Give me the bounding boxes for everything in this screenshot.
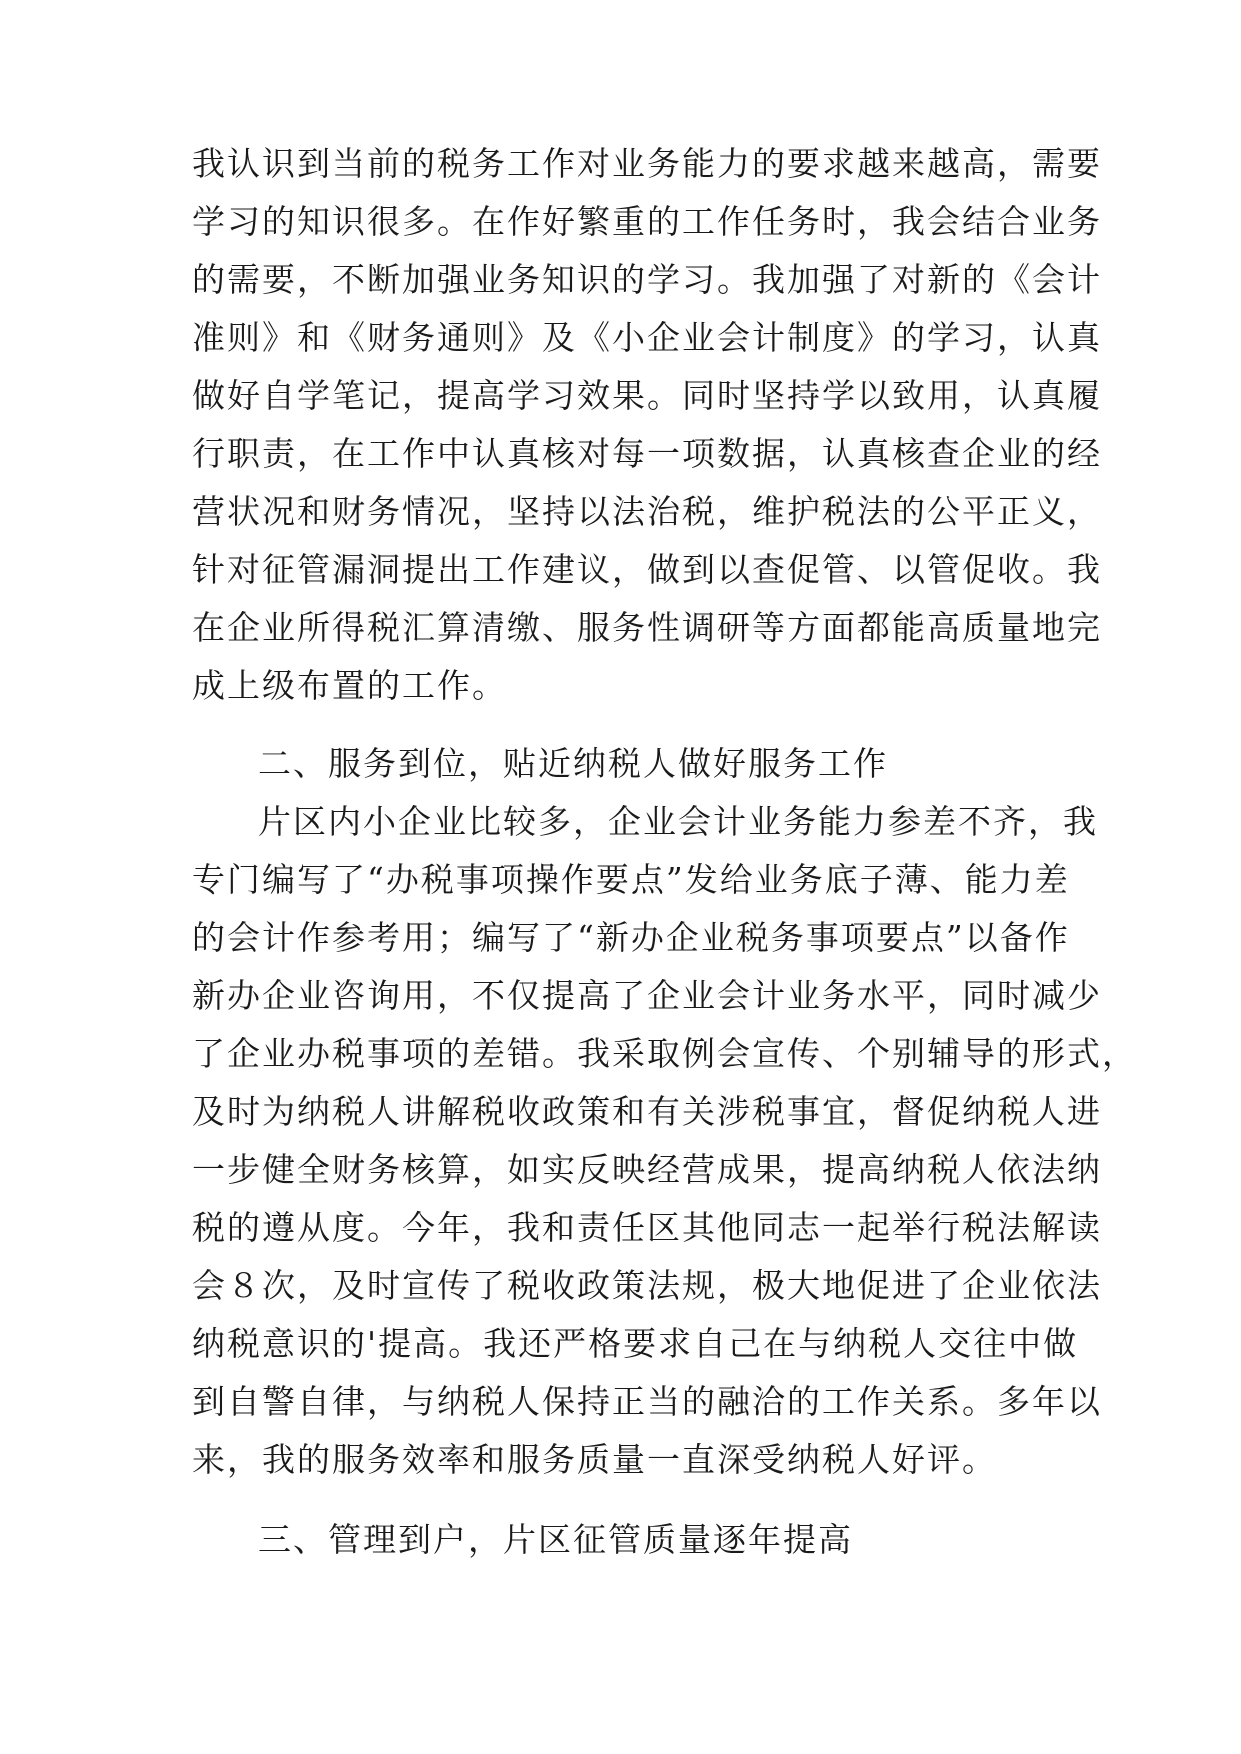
text-line: 我认识到当前的税务工作对业务能力的要求越来越高，需要 xyxy=(192,144,1102,183)
text-line: 了企业办税事项的差错。我采取例会宣传、个别辅导的形式， xyxy=(192,1034,1137,1073)
text-line: 在企业所得税汇算清缴、服务性调研等方面都能高质量地完 xyxy=(192,608,1102,647)
text-line: 行职责，在工作中认真核对每一项数据，认真核查企业的经 xyxy=(192,434,1102,473)
text-line: 及时为纳税人讲解税收政策和有关涉税事宜，督促纳税人进 xyxy=(192,1092,1102,1131)
text-line: 针对征管漏洞提出工作建议，做到以查促管、以管促收。我 xyxy=(192,550,1102,589)
text-line: 准则》和《财务通则》及《小企业会计制度》的学习，认真 xyxy=(192,318,1102,357)
text-line: 营状况和财务情况，坚持以法治税，维护税法的公平正义， xyxy=(192,492,1102,531)
text-line: 成上级布置的工作。 xyxy=(192,666,507,705)
section-heading: 三、管理到户，片区征管质量逐年提高 xyxy=(258,1520,853,1559)
text-line: 到自警自律，与纳税人保持正当的融洽的工作关系。多年以 xyxy=(192,1382,1102,1421)
text-line: 专门编写了“办税事项操作要点”发给业务底子薄、能力差 xyxy=(192,860,1070,899)
text-line: 纳税意识的'提高。我还严格要求自己在与纳税人交往中做 xyxy=(192,1324,1079,1363)
text-line: 新办企业咨询用，不仅提高了企业会计业务水平，同时减少 xyxy=(192,976,1102,1015)
text-line: 会８次，及时宣传了税收政策法规，极大地促进了企业依法 xyxy=(192,1266,1102,1305)
paragraph-first-line: 片区内小企业比较多，企业会计业务能力参差不齐，我 xyxy=(258,802,1098,841)
text-line: 一步健全财务核算，如实反映经营成果，提高纳税人依法纳 xyxy=(192,1150,1102,1189)
text-line: 做好自学笔记，提高学习效果。同时坚持学以致用，认真履 xyxy=(192,376,1102,415)
text-line: 学习的知识很多。在作好繁重的工作任务时，我会结合业务 xyxy=(192,202,1102,241)
section-heading: 二、服务到位，贴近纳税人做好服务工作 xyxy=(258,744,888,783)
text-line: 税的遵从度。今年，我和责任区其他同志一起举行税法解读 xyxy=(192,1208,1102,1247)
text-line: 来，我的服务效率和服务质量一直深受纳税人好评。 xyxy=(192,1440,997,1479)
text-line: 的会计作参考用；编写了“新办企业税务事项要点”以备作 xyxy=(192,918,1070,957)
text-line: 的需要，不断加强业务知识的学习。我加强了对新的《会计 xyxy=(192,260,1102,299)
